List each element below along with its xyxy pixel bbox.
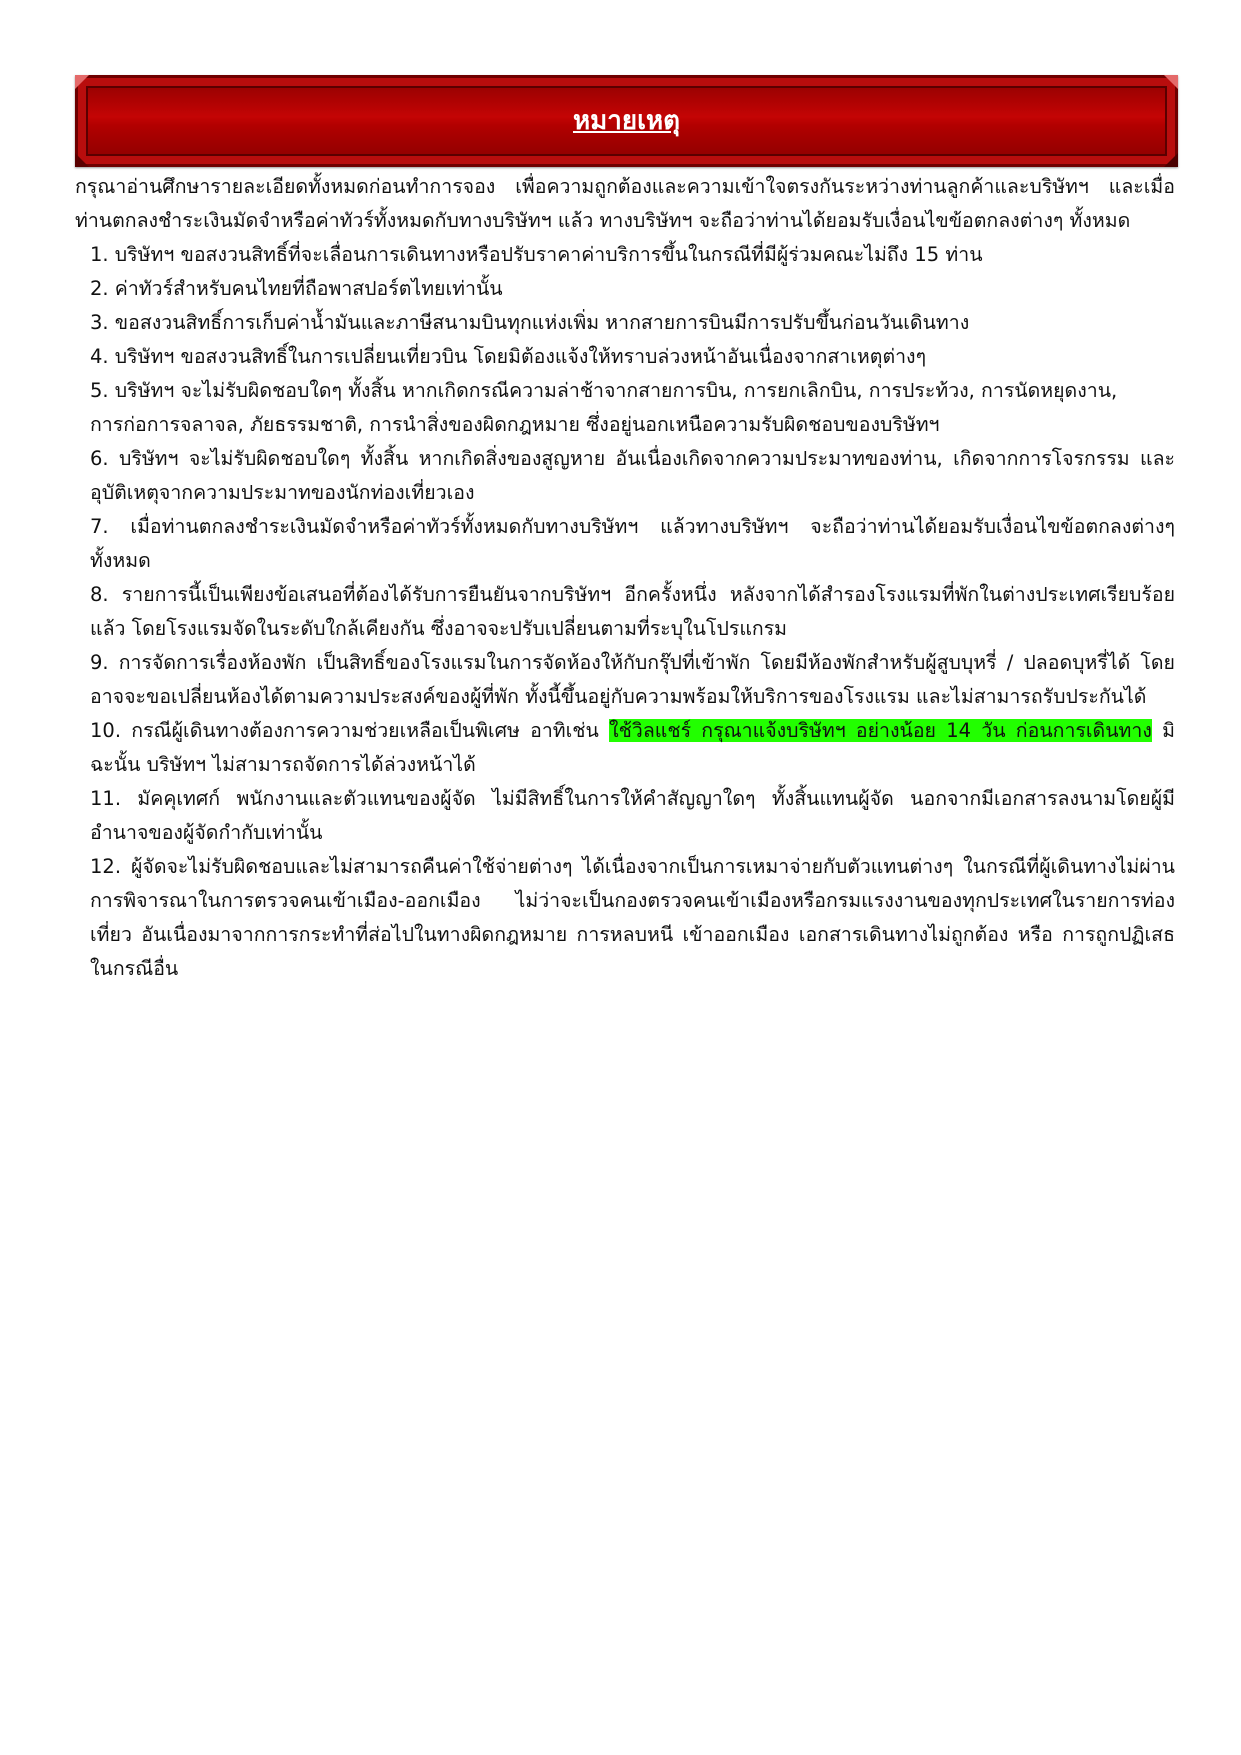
note-item: 11. มัคคุเทศก์ พนักงานและตัวแทนของผู้จัด ไม่มีสิทธิ์ในการให้คำสัญญาใดๆ ทั้งสิ้นแทนผู้จัด นอกจากมีเอกสารลงนามโดยผู้มีอำนาจของผู้จัดกำกับเท่านั้น	[90, 787, 1175, 844]
note-item: 3. ขอสงวนสิทธิ์การเก็บค่าน้ำมันและภาษีสนามบินทุกแห่งเพิ่ม หากสายการบินมีการปรับขึ้นก่อนวันเดินทาง	[90, 311, 970, 334]
note-item-continuation: การก่อการจลาจล, ภัยธรรมชาติ, การนำสิ่งของผิดกฎหมาย ซึ่งอยู่นอกเหนือความรับผิดชอบของบริษัทฯ	[90, 413, 940, 436]
banner-bevel	[1164, 75, 1178, 89]
note-item: 7. เมื่อท่านตกลงชำระเงินมัดจำหรือค่าทัวร์ทั้งหมดกับทางบริษัทฯ แล้วทางบริษัทฯ จะถือว่าท่านได้ยอมรับเงื่อนไขข้อตกลงต่างๆ ทั้งหมด	[90, 515, 1175, 572]
note-item: 2. ค่าทัวร์สำหรับคนไทยที่ถือพาสปอร์ตไทยเท่านั้น	[90, 277, 503, 300]
highlighted-text: ใช้วิลแชร์ กรุณาแจ้งบริษัทฯ อย่างน้อย 14 วัน ก่อนการเดินทาง	[609, 719, 1152, 742]
note-item	[90, 714, 1175, 782]
note-text: มิฉะนั้น บริษัทฯ ไม่สามารถจัดการได้ล่วงหน้าได้	[90, 719, 1175, 776]
banner-bevel	[1164, 153, 1178, 167]
note-item: 6. บริษัทฯ จะไม่รับผิดชอบใดๆ ทั้งสิ้น หากเกิดสิ่งของสูญหาย อันเนื่องเกิดจากความประมาทของท่าน, เกิดจากการโจรกรรม และ อุบัติเหตุจากความประมาทของนักท่องเที่ยวเอง	[90, 447, 1175, 504]
intro-paragraph: กรุณาอ่านศึกษารายละเอียดทั้งหมดก่อนทำการจอง เพื่อความถูกต้องและความเข้าใจตรงกันระหว่างท่านลูกค้าและบริษัทฯ และเมื่อท่านตกลงชำระเงินมัดจำหรือค่าทัวร์ทั้งหมดกับทางบริษัทฯ แล้ว ทางบริษัทฯ จะถือว่าท่านได้ยอมรับเงื่อนไขข้อตกลงต่างๆ ทั้งหมด	[75, 175, 1175, 232]
note-item: 5. บริษัทฯ จะไม่รับผิดชอบใดๆ ทั้งสิ้น หากเกิดกรณีความล่าช้าจากสายการบิน, การยกเลิกบิน, การประท้วง, การนัดหยุดงาน,	[90, 379, 1118, 402]
page-title: หมายเหตุ	[572, 106, 681, 136]
notes-list	[75, 238, 1175, 986]
notes-content	[75, 170, 1175, 986]
note-item: 4. บริษัทฯ ขอสงวนสิทธิ์ในการเปลี่ยนเที่ยวบิน โดยมิต้องแจ้งให้ทราบล่วงหน้าอันเนื่องจากสาเหตุต่างๆ	[90, 345, 927, 368]
banner-bevel	[75, 75, 89, 89]
note-item: 12. ผู้จัดจะไม่รับผิดชอบและไม่สามารถคืนค่าใช้จ่ายต่างๆ ได้เนื่องจากเป็นการเหมาจ่ายกับตัวแทนต่างๆ ในกรณีที่ผู้เดินทางไม่ผ่านการพิจารณาในการตรวจคนเข้าเมือง-ออกเมือง ไม่ว่าจะเป็นกองตรวจคนเข้าเมืองหรือกรมแรงงานของทุกประเทศในรายการท่องเที่ยว อันเนื่องมาจากการกระทำที่ส่อไปในทางผิดกฎหมาย การหลบหนี เข้าออกเมือง เอกสารเดินทางไม่ถูกต้อง หรือ การถูกปฏิเสธในกรณีอื่น	[90, 855, 1175, 980]
note-item: 8. รายการนี้เป็นเพียงข้อเสนอที่ต้องได้รับการยืนยันจากบริษัทฯ อีกครั้งหนึ่ง หลังจากได้สำรองโรงแรมที่พักในต่างประเทศเรียบร้อยแล้ว โดยโรงแรมจัดในระดับใกล้เคียงกัน ซึ่งอาจจะปรับเปลี่ยนตามที่ระบุในโปรแกรม	[90, 583, 1175, 640]
banner-bevel	[75, 153, 89, 167]
note-item: 9. การจัดการเรื่องห้องพัก เป็นสิทธิ์ของโรงแรมในการจัดห้องให้กับกรุ๊ปที่เข้าพัก โดยมีห้องพักสำหรับผู้สูบบุหรี่ / ปลอดบุหรี่ได้ โดยอาจจะขอเปลี่ยนห้องได้ตามความประสงค์ของผู้ที่พัก ทั้งนี้ขึ้นอยู่กับความพร้อมให้บริการของโรงแรม และไม่สามารถรับประกันได้	[90, 651, 1175, 708]
notes-header-banner	[75, 75, 1178, 167]
note-item: 1. บริษัทฯ ขอสงวนสิทธิ์ที่จะเลื่อนการเดินทางหรือปรับราคาค่าบริการขึ้นในกรณีที่มีผู้ร่วมคณะไม่ถึง 15 ท่าน	[90, 243, 983, 266]
note-text: 10. กรณีผู้เดินทางต้องการความช่วยเหลือเป็นพิเศษ อาทิเช่น	[90, 719, 610, 742]
